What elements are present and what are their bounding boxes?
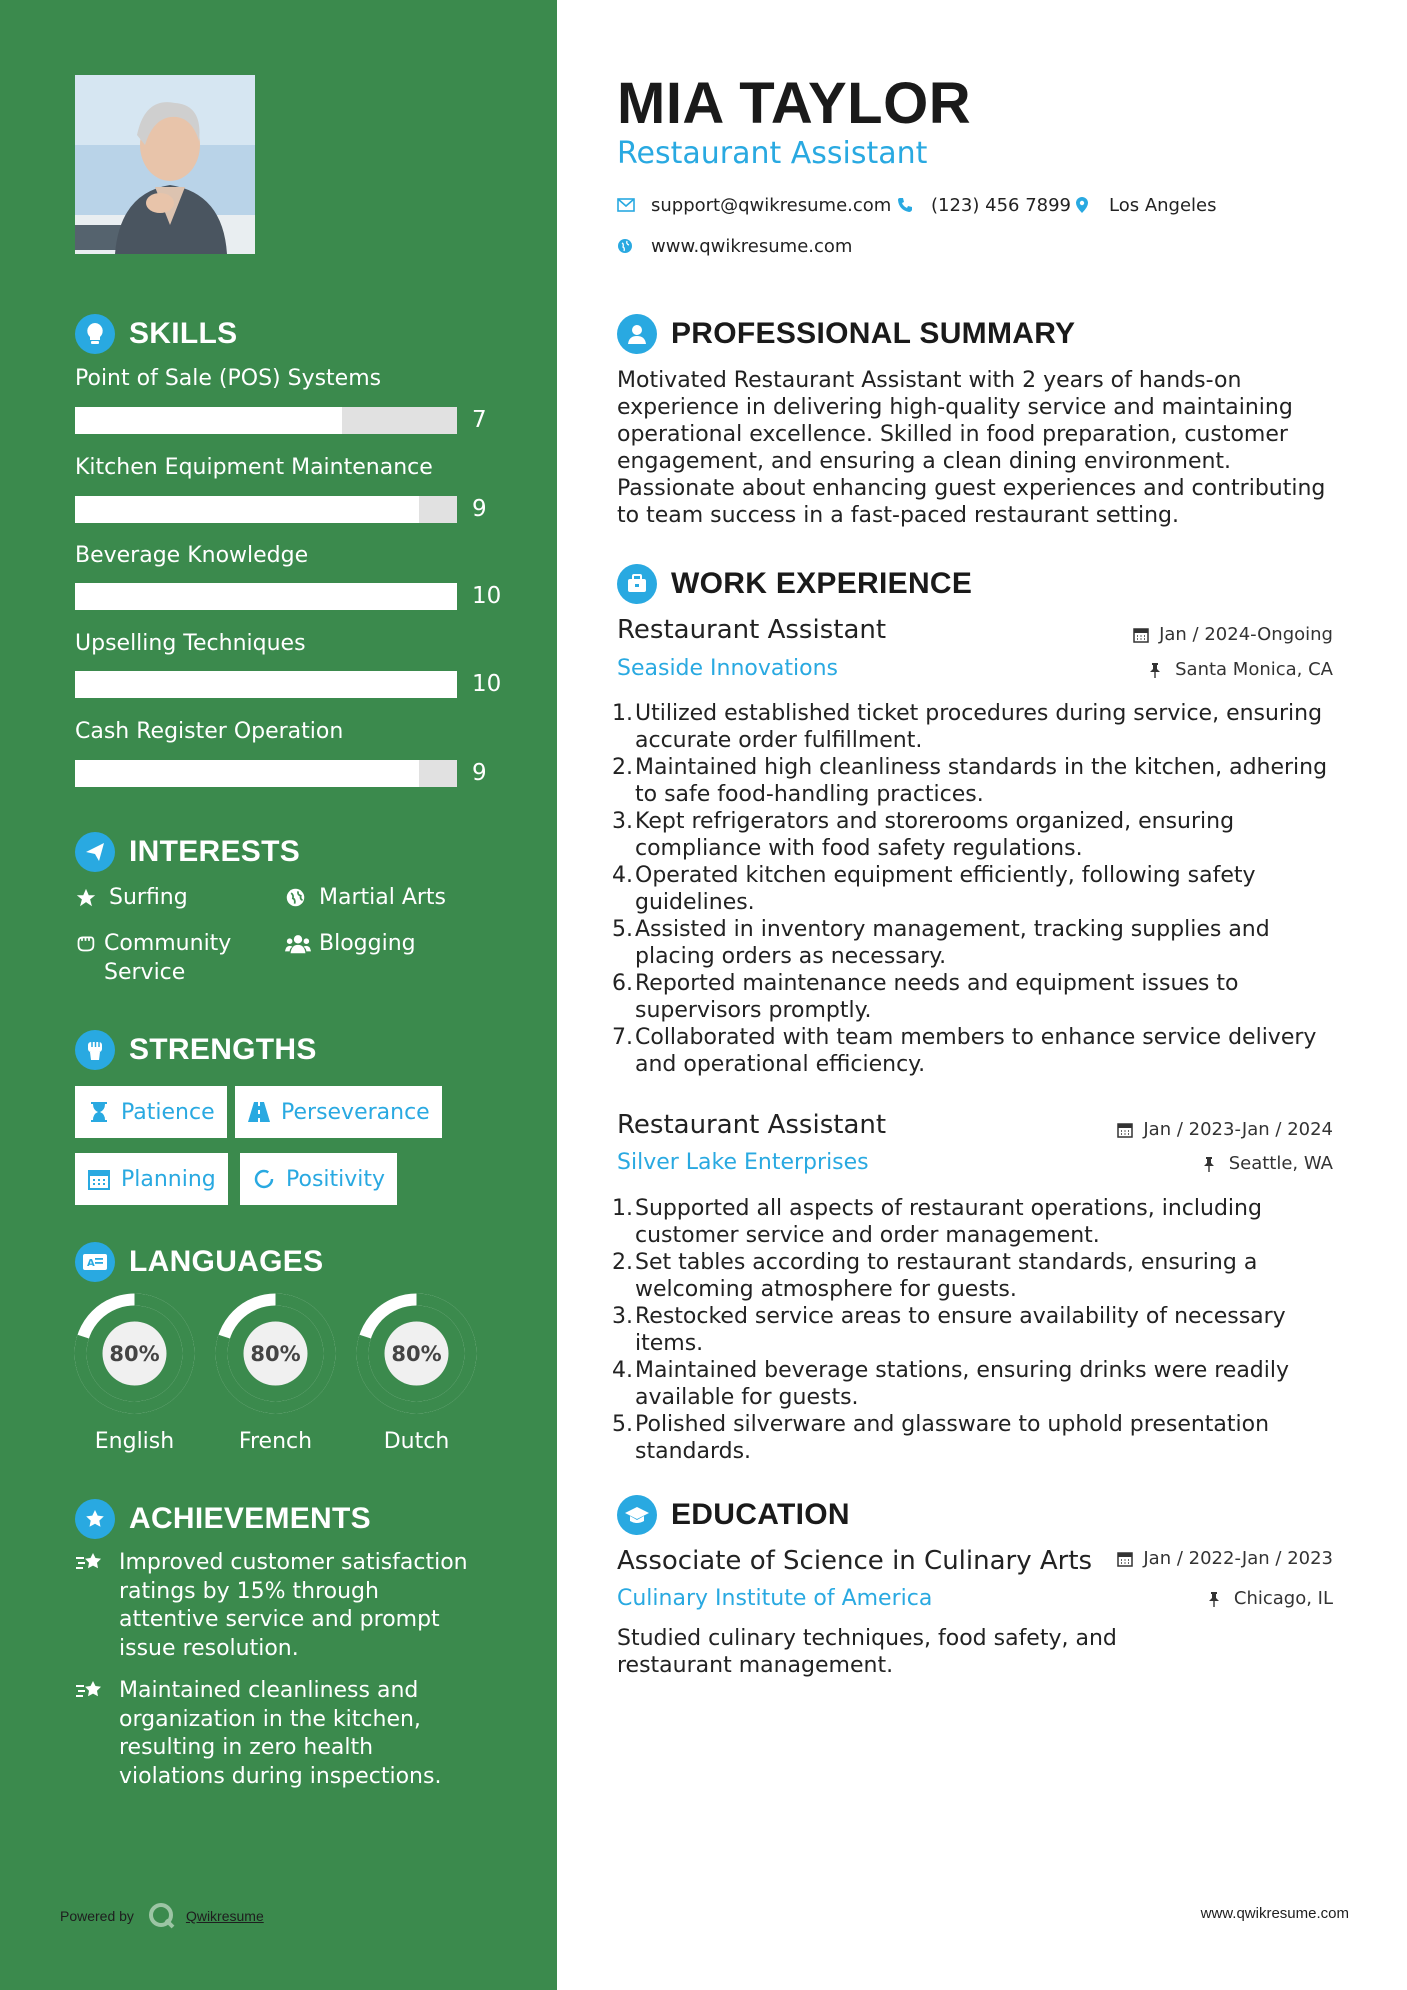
website-text[interactable]: www.qwikresume.com [651, 235, 853, 257]
profile-photo [75, 75, 255, 254]
education-description: Studied culinary techniques, food safety, and restaurant management. [617, 1626, 1117, 1678]
language-card-icon [75, 1242, 115, 1282]
interest-label: Blogging [319, 931, 416, 956]
star-icon [75, 883, 101, 912]
summary-text: Motivated Restaurant Assistant with 2 years of hands-on experience in delivering high-quality service and maintaining operational excellence. Skilled in food preparation, customer engagement, and ensuring a clean dining environment. Passionate about enhancing guest experiences and contributing to team success in a fast-paced restaurant setting. [617, 368, 1326, 528]
skill-bar [75, 760, 457, 787]
skill-bar-fill [75, 583, 457, 610]
job-title: Restaurant Assistant [617, 615, 887, 645]
calendar-icon [1133, 626, 1151, 644]
interest-label: Martial Arts [319, 885, 447, 910]
language-ring [214, 1292, 337, 1415]
skill-name: Upselling Techniques [75, 631, 306, 656]
interest-item [285, 929, 416, 958]
strength-tag [75, 1086, 227, 1138]
skill-bar-fill [75, 407, 342, 434]
skill-bar [75, 583, 457, 610]
job-location [1149, 659, 1333, 680]
candidate-role: Restaurant Assistant [617, 136, 928, 171]
interest-label: Surfing [109, 885, 188, 910]
location-text: Los Angeles [1109, 194, 1217, 216]
degree-title: Associate of Science in Culinary Arts [617, 1546, 1093, 1576]
job-title: Restaurant Assistant [617, 1110, 887, 1140]
job-location [1203, 1153, 1333, 1174]
skills-heading [75, 314, 237, 354]
strength-label: Patience [121, 1099, 215, 1125]
job-dates [1117, 1119, 1333, 1140]
interest-item [285, 883, 446, 912]
skill-name: Point of Sale (POS) Systems [75, 366, 382, 391]
section-title: INTERESTS [129, 835, 301, 868]
language-percent: 80% [109, 1342, 160, 1366]
strength-label: Positivity [286, 1166, 386, 1192]
phone-icon [897, 194, 919, 216]
calendar-icon [1117, 1121, 1135, 1139]
list-item: 2. Set tables according to restaurant standards, ensuring a welcoming atmosphere for guests. [612, 1250, 1258, 1302]
dates-text: Jan / 2022-Jan / 2023 [1143, 1548, 1333, 1569]
location-text: Santa Monica, CA [1175, 659, 1333, 680]
hourglass-icon [87, 1100, 111, 1124]
contact-website [617, 235, 852, 257]
education-location [1208, 1588, 1333, 1609]
skill-name: Kitchen Equipment Maintenance [75, 455, 433, 480]
interests-heading [75, 832, 300, 872]
envelope-icon [617, 194, 639, 216]
section-title: EDUCATION [671, 1498, 850, 1531]
skill-level: 10 [472, 671, 502, 697]
star-badge-icon [75, 1499, 115, 1539]
list-item: 6. Reported maintenance needs and equipment issues to supervisors promptly. [612, 971, 1239, 1023]
powered-by [60, 1902, 264, 1930]
skill-level: 10 [472, 583, 502, 609]
language-item [73, 1292, 196, 1454]
language-percent: 80% [250, 1342, 301, 1366]
achievement-item [75, 1677, 485, 1791]
pushpin-icon [1203, 1155, 1221, 1173]
interest-item [75, 929, 275, 987]
skill-bar [75, 671, 457, 698]
qwikresume-link[interactable]: Qwikresume [185, 1908, 264, 1924]
user-icon [617, 314, 657, 354]
interest-item [75, 883, 188, 912]
dates-text: Jan / 2023-Jan / 2024 [1143, 1119, 1333, 1140]
achievement-item [75, 1549, 485, 1663]
job-bullets [612, 700, 1347, 1078]
globe-icon [617, 235, 639, 257]
skill-bar [75, 407, 457, 434]
language-ring [73, 1292, 196, 1415]
skill-bar-fill [75, 671, 457, 698]
briefcase-icon [617, 564, 657, 604]
language-percent: 80% [391, 1342, 442, 1366]
list-item: 5. Polished silverware and glassware to uphold presentation standards. [612, 1412, 1270, 1464]
list-item: 3. Kept refrigerators and storerooms organized, ensuring compliance with food safety regulations. [612, 809, 1235, 861]
skill-name: Beverage Knowledge [75, 543, 309, 568]
contact-email [617, 194, 891, 216]
phone-text: (123) 456 7899 [931, 194, 1072, 216]
list-item: 1. Utilized established ticket procedures during service, ensuring accurate order fulfillment. [612, 701, 1323, 753]
dates-text: Jan / 2024-Ongoing [1159, 624, 1333, 645]
achievements-heading [75, 1499, 371, 1539]
strength-label: Perseverance [281, 1099, 430, 1125]
candidate-name: MIA TAYLOR [617, 71, 972, 136]
strength-label: Planning [121, 1166, 216, 1192]
email-text[interactable]: support@qwikresume.com [651, 194, 892, 216]
pushpin-icon [1208, 1590, 1226, 1608]
language-ring [355, 1292, 478, 1415]
powered-by-label: Powered by [60, 1908, 134, 1924]
globe-icon [285, 883, 311, 912]
skill-bar-fill [75, 496, 419, 523]
section-title: WORK EXPERIENCE [671, 567, 973, 600]
company-name: Silver Lake Enterprises [617, 1150, 869, 1175]
section-title: LANGUAGES [129, 1245, 324, 1278]
paper-plane-icon [75, 832, 115, 872]
skill-bar [75, 496, 457, 523]
languages-heading [75, 1242, 323, 1282]
interest-label: Community Service [104, 931, 232, 985]
skill-bar-fill [75, 760, 419, 787]
strength-tag [75, 1153, 228, 1205]
education-dates [1117, 1548, 1333, 1569]
language-name: French [238, 1429, 313, 1454]
location-text: Seattle, WA [1228, 1153, 1333, 1174]
hand-icon [75, 929, 96, 958]
list-item: 4. Maintained beverage stations, ensuring drinks were readily available for guests. [612, 1358, 1290, 1410]
list-item: 4. Operated kitchen equipment efficiently, following safety guidelines. [612, 863, 1256, 915]
users-icon [285, 929, 311, 958]
list-item: 1. Supported all aspects of restaurant operations, including customer service and order management. [612, 1196, 1262, 1248]
calendar-icon [87, 1167, 111, 1191]
achievement-text: Improved customer satisfaction ratings by 15% through attentive service and prompt issue resolution. [119, 1550, 468, 1661]
summary-heading [617, 314, 1075, 354]
map-pin-icon [1075, 194, 1097, 216]
contact-location [1075, 194, 1217, 216]
skill-name: Cash Register Operation [75, 719, 344, 744]
job-bullets [612, 1195, 1347, 1465]
strengths-heading [75, 1030, 317, 1070]
language-name: English [94, 1429, 175, 1454]
experience-heading [617, 564, 972, 604]
skill-level: 9 [472, 760, 487, 786]
language-name: Dutch [383, 1429, 450, 1454]
shooting-star-icon [75, 1549, 105, 1577]
section-title: SKILLS [129, 317, 238, 350]
achievement-text: Maintained cleanliness and organization in the kitchen, resulting in zero health violations during inspections. [119, 1678, 442, 1789]
language-item [355, 1292, 478, 1454]
road-icon [247, 1100, 271, 1124]
sidebar [0, 0, 557, 1990]
school-name: Culinary Institute of America [617, 1586, 933, 1611]
contact-phone [897, 194, 1071, 216]
circle-notch-icon [252, 1167, 276, 1191]
skill-level: 9 [472, 496, 487, 522]
skill-level: 7 [472, 407, 487, 433]
fist-icon [75, 1030, 115, 1070]
strength-tag [240, 1153, 397, 1205]
location-text: Chicago, IL [1233, 1588, 1333, 1609]
section-title: PROFESSIONAL SUMMARY [671, 317, 1076, 350]
pushpin-icon [1149, 661, 1167, 679]
calendar-icon [1117, 1550, 1135, 1568]
list-item: 7. Collaborated with team members to enhance service delivery and operational efficiency. [612, 1025, 1317, 1077]
section-title: ACHIEVEMENTS [129, 1502, 371, 1535]
graduation-cap-icon [617, 1495, 657, 1535]
list-item: 3. Restocked service areas to ensure availability of necessary items. [612, 1304, 1286, 1356]
list-item: 5. Assisted in inventory management, tracking supplies and placing orders as necessary. [612, 917, 1270, 969]
footer-url[interactable]: www.qwikresume.com [1200, 1905, 1349, 1922]
language-item [214, 1292, 337, 1454]
company-name: Seaside Innovations [617, 656, 838, 681]
qwikresume-logo-icon [148, 1902, 176, 1930]
list-item: 2. Maintained high cleanliness standards in the kitchen, adhering to safe food-handling practices. [612, 755, 1328, 807]
lightbulb-icon [75, 314, 115, 354]
job-dates [1133, 624, 1333, 645]
svg-text:A: A [87, 1258, 95, 1269]
section-title: STRENGTHS [129, 1033, 317, 1066]
shooting-star-icon [75, 1677, 105, 1705]
education-heading [617, 1495, 850, 1535]
strength-tag [235, 1086, 442, 1138]
